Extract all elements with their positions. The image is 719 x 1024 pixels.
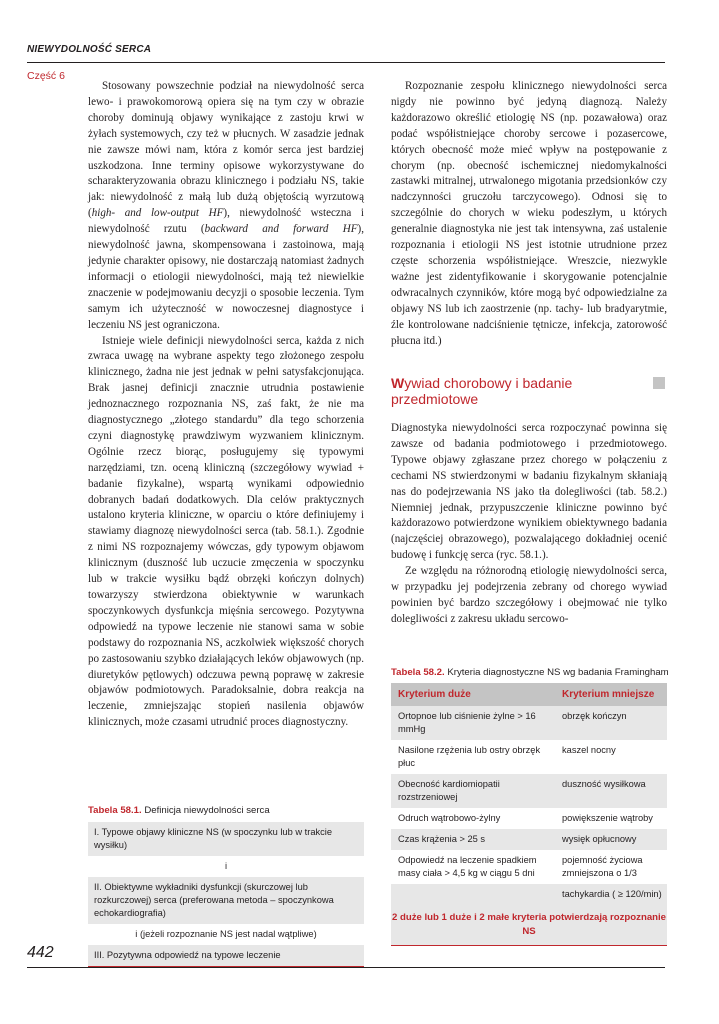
right-column-top [391, 79, 667, 349]
minor-criterion: tachykardia ( ≥ 120/min) [562, 889, 662, 899]
minor-criterion: wysięk opłucnowy [562, 834, 637, 844]
paragraph: Rozpoznanie zespołu klinicznego niewydolności serca nigdy nie powinno być jedyną diagnozą. Należy każdorazowo określić etiologię NS (np. pozawałowa) oraz podać współistniejące choroby sercowe i pozasercowe, których obecność może mieć wpływ na postępowanie z chorym (np. obecność ischemicznej niedomykalności zastawki mitralnej, utrwalonego migotania przedsionków czy nadczynności gruczołu tarczycowego). Odnosi się to szczególnie do chorych w wieku podeszłym, u których generalnie diagnostyka nie jest tak intensywna, zaś ustalenie rozpoznania i etiologii NS jest istotnie utrudnione przez częste schorzenia współistniejące. Wreszcie, niezwykle ważne jest zidentyfikowanie i skorygowanie potencjalnie odwracalnych czynników, które mogą być odpowiedzialne za objawy NS lub ich zaostrzenie (np. tachy- lub bradyarytmie, źle kontrolowane nadciśnienie tętnicze, infekcja, zatorowość płucna itd.) [391, 80, 667, 347]
major-criterion: Obecność kardiomiopatii rozstrzeniowej [398, 779, 500, 802]
footer-rule [27, 967, 665, 968]
table-58-1 [88, 822, 364, 967]
table-row: i [224, 861, 228, 871]
table-row: i (jeżeli rozpoznanie NS jest nadal wątpliwe) [135, 929, 317, 939]
running-head: NIEWYDOLNOŚĆ SERCA [27, 44, 152, 55]
section-marker-icon [653, 377, 665, 389]
table-row: II. Obiektywne wykładniki dysfunkcji (skurczowej lub rozkurczowej) serca (preferowana metoda – spoczynkowa echokardiografia) [88, 877, 364, 924]
paragraph: Stosowany powszechnie podział na niewydolność serca lewo- i prawokomorową opiera się na tym czy w obrazie choroby dominują objawy wynikające z zastoju krwi w żyłach systemowych, czy też w płucnych. W zasadzie jednak nie zawsze mówi nam, która z komór serca jest bardziej uszkodzona. Inne terminy opisowe wykorzystywane do scharakteryzowania obrazu klinicznego i podziału NS, takie jak: niewydolność z małą lub dużą objętością wyrzutową (high- and low-output HF), niewydolność wsteczna i niewydolność rzutu (backward and forward HF), niewydolność jawna, skompensowana i zastoinowa, mają jedynie charakter opisowy, nie dostarczają natomiast żadnych informacji o etiologii niewydolności, mają też niewielkie znaczenie w podejmowaniu decyzji o sposobie leczenia. Tym samym ich użyteczność w nowoczesnej diagnostyce i leczeniu NS jest ograniczona. [88, 80, 364, 331]
page-number: 442 [27, 944, 54, 961]
part-label: Część 6 [27, 70, 65, 82]
header-rule [27, 62, 665, 63]
column-header-major: Kryterium duże [398, 689, 471, 700]
major-criterion: Ortopnoe lub ciśnienie żylne > 16 mmHg [398, 711, 536, 734]
table-row [391, 850, 667, 884]
table-58-2 [391, 683, 667, 946]
table-row: I. Typowe objawy kliniczne NS (w spoczynku lub w trakcie wysiłku) [88, 822, 364, 856]
paragraph: Ze względu na różnorodną etiologię niewydolności serca, w przypadku jej podejrzenia zebrany od chorego wywiad powinien być bardzo szczegółowy i obejmować nie tylko dolegliwości z zakresu układu sercowo- [391, 565, 667, 625]
paragraph: Istnieje wiele definicji niewydolności serca, każda z nich zwraca uwagę na wybrane aspekty tego złożonego zespołu klinicznego, żadna nie jest jednak w pełni satysfakcjonująca. Brak jasnej definicji znacznie utrudnia postawienie jednoznacznego rozpoznania NS, zaś fakt, że nie ma diagnostycznego „złotego standardu” dla tego schorzenia czyni diagnostykę prawdziwym wyzwaniem klinicznym. Ogólnie rzecz biorąc, posługujemy się typowymi narzędziami, tzn. oceną kliniczną (szczegółowy wywiad + badanie fizykalne), wspartą wynikami odpowiednio dobranych badań dodatkowych. Dla celów praktycznych ustalono kryteria kliniczne, w oparciu o które definiujemy i stawiamy diagnozę niewydolności serca (tab. 58.1.). Zgodnie z nimi NS rozpoznajemy wówczas, gdy typowym objawom klinicznym (duszność lub uczucie zmęczenia w spoczynku lub w trakcie wysiłku bądź obrzęki kończyn dolnych) towarzyszy stwierdzona obiektywnie w warunkach spoczynkowych dysfunkcja mięśnia sercowego. Pozytywna odpowiedź na typowe leczenie nie stanowi sama w sobie podstawy do rozpoznania NS, aczkolwiek większość chorych po zastosowaniu szybko działających leków objawowych (np. diuretyków pętlowych) odczuwa pewną poprawę w zakresie objawów podmiotowych. Paradoksalnie, dobra reakcja na leczenie, zmniejszając stopień nasilenia objawów klinicznych, może czasami utrudnić proces diagnostyczny. [88, 334, 364, 729]
left-column [88, 79, 364, 731]
major-criterion: Odruch wątrobowo-żylny [398, 813, 501, 823]
table-header [391, 683, 667, 706]
table-footer: 2 duże lub 1 duże i 2 małe kryteria potwierdzają rozpoznanie NS [391, 905, 667, 946]
minor-criterion: powiększenie wątroby [562, 813, 653, 823]
paragraph: Diagnostyka niewydolności serca rozpoczynać powinna się zawsze od badania podmiotowego i przedmiotowego. Typowe objawy zgłaszane przez chorego w połączeniu z cechami NS stwierdzonymi w badaniu fizykalnym skłaniają nas do podejrzewania NS jako tła dolegliwości (tab. 58.2.) Niemniej jednak, przypuszczenie kliniczne powinno być każdorazowo potwierdzone wynikiem obiektywnego badania (najczęściej obrazowego), pozwalającego dokładniej ocenić budowę i funkcję serca (ryc. 58.1.). [391, 422, 667, 562]
table-58-2-caption: Tabela 58.2. Kryteria diagnostyczne NS wg badania Framingham [391, 667, 669, 678]
table-row [391, 829, 667, 850]
minor-criterion: obrzęk kończyn [562, 711, 627, 721]
table-58-1-caption: Tabela 58.1. Definicja niewydolności serca [88, 805, 270, 816]
minor-criterion: pojemność życiowa zmniejszona o 1/3 [562, 855, 643, 878]
right-column-bottom [391, 421, 667, 628]
table-row [391, 706, 667, 740]
column-header-minor: Kryterium mniejsze [562, 689, 655, 700]
table-row [391, 740, 667, 774]
minor-criterion: kaszel nocny [562, 745, 616, 755]
major-criterion: Czas krążenia > 25 s [398, 834, 486, 844]
table-row [391, 884, 667, 905]
minor-criterion: duszność wysiłkowa [562, 779, 646, 789]
major-criterion: Odpowiedź na leczenie spadkiem masy ciała > 4,5 kg w ciągu 5 dni [398, 855, 537, 878]
table-row: III. Pozytywna odpowiedź na typowe leczenie [88, 945, 364, 967]
major-criterion: Nasilone rzężenia lub ostry obrzęk płuc [398, 745, 541, 768]
table-row [391, 774, 667, 808]
major-criterion [391, 888, 558, 901]
table-row [391, 808, 667, 829]
section-heading: Wywiad chorobowy i badanie przedmiotowe [391, 375, 573, 407]
